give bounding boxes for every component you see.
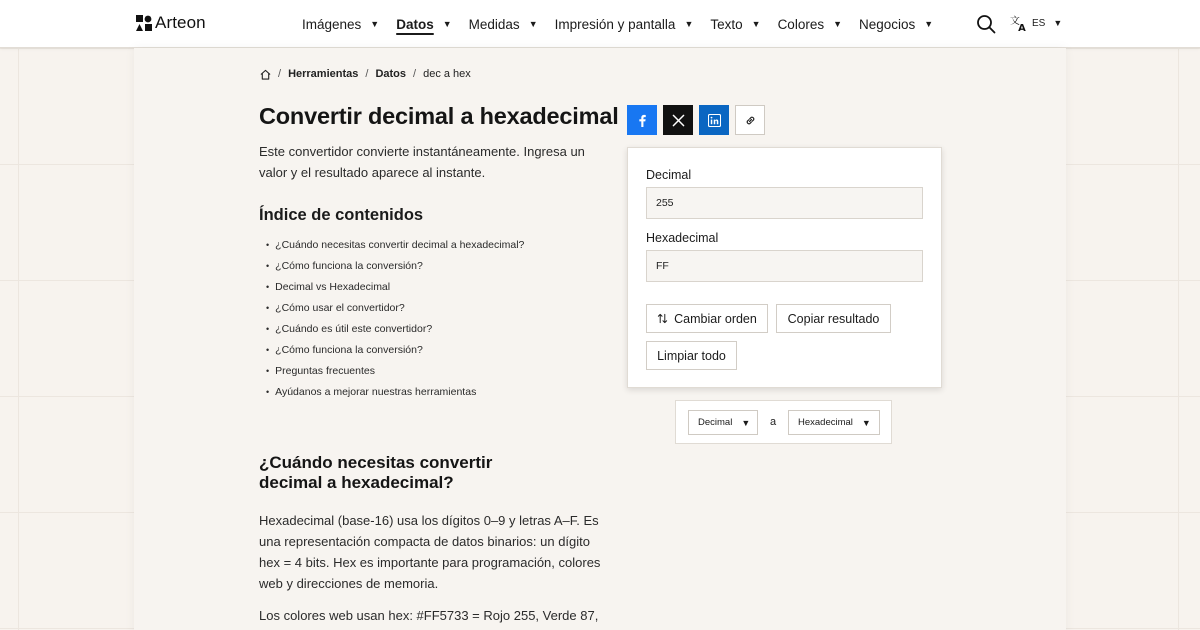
- toc-item[interactable]: • ¿Cómo usar el convertidor?: [266, 298, 524, 319]
- hexadecimal-output[interactable]: [646, 250, 923, 282]
- caret-down-icon: ▼: [370, 19, 380, 29]
- clear-all-label: Limpiar todo: [657, 348, 726, 363]
- svg-text:A: A: [1018, 23, 1026, 32]
- page-title: Convertir decimal a hexadecimal: [259, 103, 619, 129]
- decimal-label: Decimal: [646, 168, 692, 182]
- x-icon: [672, 114, 685, 127]
- toc-list: [266, 235, 524, 403]
- share-linkedin-button[interactable]: [699, 105, 729, 135]
- nav-label: Imágenes: [302, 16, 362, 32]
- section-paragraph: Hexadecimal (base-16) usa los dígitos 0–9 y letras A–F. Es una representación compacta de datos binarios: un dígito hex = 4 bits. Hex es importante para programación, colores web y direcciones de memoria.: [259, 513, 601, 591]
- caret-down-icon: ▼: [528, 19, 538, 29]
- intro-text: Este convertidor convierte instantáneamente. Ingresa un valor y el resultado aparece al instante.: [259, 144, 585, 180]
- site-header: [0, 0, 1200, 48]
- brand-name: Arteon: [155, 13, 206, 32]
- caret-down-icon: ▼: [833, 19, 843, 29]
- hexadecimal-label: Hexadecimal: [646, 231, 719, 245]
- linkedin-icon: [708, 114, 721, 127]
- logo-icon: [136, 15, 152, 31]
- swap-arrows-icon: [657, 313, 668, 324]
- nav-item-impresion[interactable]: [555, 0, 694, 48]
- caret-down-icon: ▼: [861, 417, 871, 428]
- section-heading: ¿Cuándo necesitas convertir decimal a hexadecimal?: [259, 453, 493, 492]
- nav-item-colores[interactable]: [778, 0, 842, 48]
- caret-down-icon: ▼: [924, 19, 934, 29]
- nav-label: Texto: [710, 16, 743, 32]
- home-icon[interactable]: [260, 69, 271, 80]
- caret-down-icon: ▼: [751, 19, 761, 29]
- breadcrumb-separator: /: [413, 68, 417, 80]
- logo[interactable]: [136, 13, 206, 33]
- nav-label: Colores: [777, 16, 825, 32]
- caret-down-icon: ▼: [684, 19, 694, 29]
- nav-label: Datos: [396, 16, 434, 32]
- link-icon: [744, 114, 757, 127]
- copy-link-button[interactable]: [735, 105, 765, 135]
- share-x-button[interactable]: [663, 105, 693, 135]
- nav-label: Negocios: [859, 16, 916, 32]
- section-paragraph: Los colores web usan hex: #FF5733 = Rojo 255, Verde 87,: [259, 608, 599, 623]
- share-buttons: [627, 105, 771, 135]
- search-icon: [976, 14, 996, 34]
- nav-item-medidas[interactable]: [469, 0, 538, 48]
- toc-item[interactable]: • ¿Cómo funciona la conversión?: [266, 256, 524, 277]
- converter-panel: [627, 147, 942, 388]
- breadcrumb-datos[interactable]: Datos: [375, 68, 407, 80]
- to-unit-select[interactable]: [788, 410, 880, 435]
- breadcrumb-herramientas[interactable]: Herramientas: [288, 68, 359, 80]
- breadcrumb-separator: /: [278, 68, 282, 80]
- search-button[interactable]: [976, 14, 996, 34]
- toc-item[interactable]: • Ayúdanos a mejorar nuestras herramientas: [266, 382, 524, 403]
- breadcrumb-current: dec a hex: [423, 68, 471, 80]
- svg-text:文: 文: [1010, 15, 1020, 27]
- nav-item-negocios[interactable]: [859, 0, 933, 48]
- nav-item-texto[interactable]: [710, 0, 760, 48]
- clear-all-button[interactable]: [646, 341, 737, 370]
- toc-item[interactable]: • ¿Cómo funciona la conversión?: [266, 340, 524, 361]
- facebook-icon: [636, 114, 649, 127]
- translate-icon: [1010, 14, 1028, 32]
- unit-connector: a: [770, 416, 777, 428]
- language-selector[interactable]: [1010, 14, 1062, 32]
- copy-result-button[interactable]: [776, 304, 891, 333]
- caret-down-icon: ▼: [442, 19, 452, 29]
- breadcrumb: [260, 68, 471, 80]
- toc-item[interactable]: • ¿Cuándo es útil este convertidor?: [266, 319, 524, 340]
- main-nav: [302, 0, 950, 48]
- nav-label: Medidas: [468, 16, 520, 32]
- swap-order-label: Cambiar orden: [674, 311, 757, 326]
- unit-selector: [675, 400, 892, 444]
- from-unit-label: Decimal: [698, 417, 733, 428]
- decimal-input[interactable]: [646, 187, 923, 219]
- caret-down-icon: ▼: [741, 417, 751, 428]
- toc-item[interactable]: • Preguntas frecuentes: [266, 361, 524, 382]
- nav-item-datos[interactable]: [396, 0, 451, 48]
- toc-item[interactable]: • ¿Cuándo necesitas convertir decimal a hexadecimal?: [266, 235, 524, 256]
- to-unit-label: Hexadecimal: [798, 417, 853, 428]
- breadcrumb-separator: /: [365, 68, 369, 80]
- copy-result-label: Copiar resultado: [787, 311, 880, 326]
- swap-order-button[interactable]: [646, 304, 768, 333]
- content-card: [134, 48, 1066, 630]
- from-unit-select[interactable]: [688, 410, 758, 435]
- language-code: ES: [1032, 17, 1046, 29]
- caret-down-icon: ▼: [1053, 18, 1063, 28]
- nav-item-imagenes[interactable]: [302, 0, 379, 48]
- toc-heading: Índice de contenidos: [259, 206, 424, 224]
- nav-label: Impresión y pantalla: [554, 16, 676, 32]
- toc-item[interactable]: • Decimal vs Hexadecimal: [266, 277, 524, 298]
- share-facebook-button[interactable]: [627, 105, 657, 135]
